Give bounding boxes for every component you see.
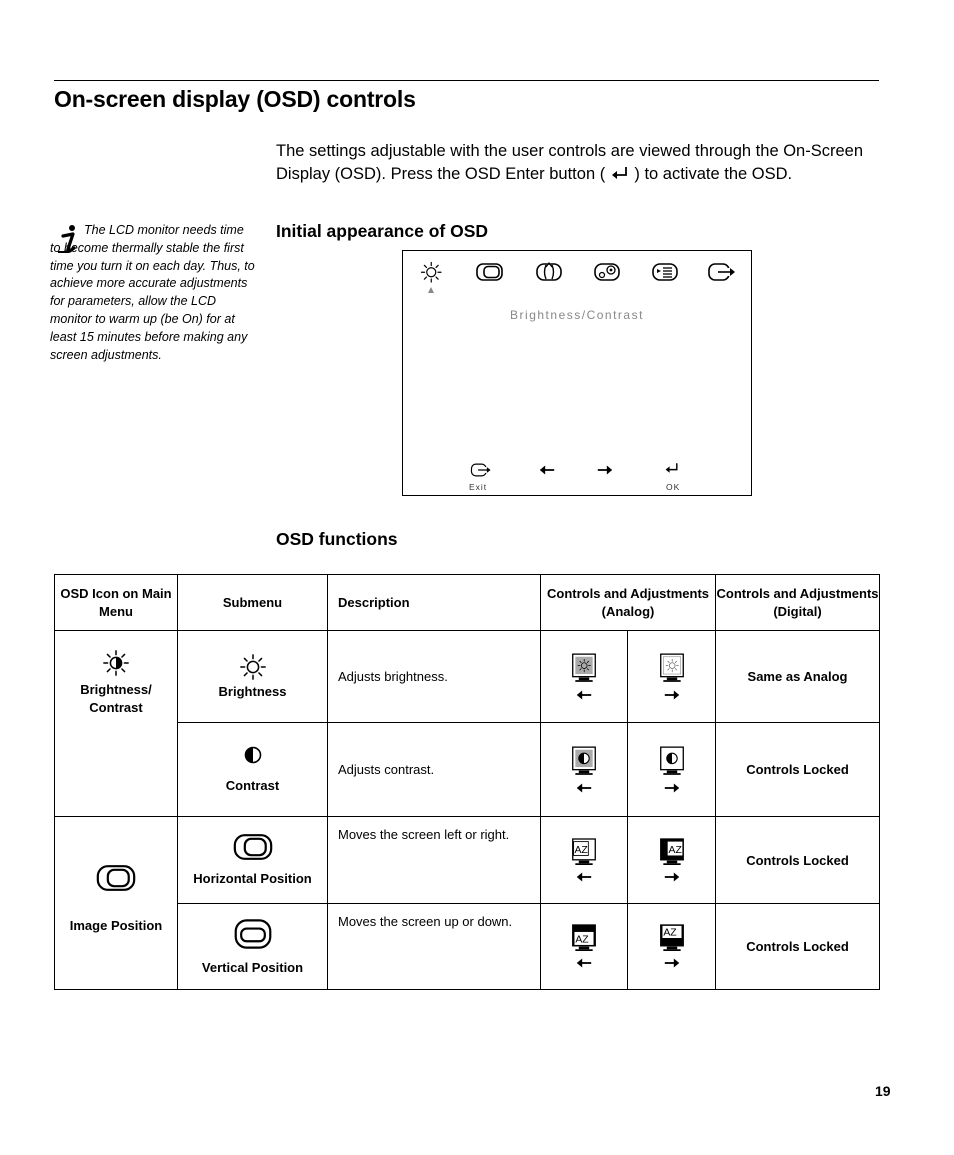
digital-vertical-position: Controls Locked	[716, 904, 880, 990]
main-label-brightness-contrast: Brightness/ Contrast	[80, 682, 152, 715]
analog-decrease-brightness	[541, 631, 628, 723]
monitor-glyph-text: AZ	[662, 927, 677, 939]
enter-nav-icon[interactable]	[664, 459, 680, 477]
analog-decrease-vertical	[541, 904, 628, 990]
submenu-cell-brightness	[178, 631, 328, 723]
image-properties-icon[interactable]	[592, 261, 622, 283]
top-rule	[54, 80, 879, 81]
table-header-row	[55, 575, 880, 631]
vertical-position-icon	[233, 917, 273, 951]
arrow-left-icon	[575, 870, 593, 884]
arrow-right-icon	[663, 870, 681, 884]
arrow-right-icon	[663, 781, 681, 795]
submenu-cell-contrast	[178, 723, 328, 817]
exit-icon[interactable]	[707, 261, 737, 283]
monitor-bright-icon	[659, 652, 685, 684]
arrow-left-icon	[575, 688, 593, 702]
arrow-right-icon	[663, 956, 681, 970]
monitor-high-contrast-icon	[659, 745, 685, 777]
ok-nav-label: OK	[666, 482, 681, 492]
digital-contrast: Controls Locked	[716, 723, 880, 817]
selected-marker-icon	[428, 287, 434, 293]
arrow-right-icon	[663, 688, 681, 702]
table-row	[55, 904, 880, 990]
horizontal-position-icon	[233, 832, 273, 862]
header-submenu: Submenu	[178, 575, 328, 631]
exit-nav-label: Exit	[469, 482, 488, 492]
arrow-left-icon	[575, 781, 593, 795]
analog-increase-horizontal	[628, 817, 716, 904]
description-brightness: Adjusts brightness.	[328, 631, 541, 723]
page-number: 19	[875, 1083, 891, 1099]
intro-text-start: The settings adjustable with the user controls are viewed through the On-Screen Display (OSD). Press the OSD Enter button (	[276, 142, 863, 183]
analog-decrease-horizontal	[541, 817, 628, 904]
header-description: Description	[328, 575, 541, 631]
monitor-shift-left-icon	[571, 837, 597, 867]
digital-horizontal-position: Controls Locked	[716, 817, 880, 904]
monitor-glyph-text: AZ	[575, 934, 589, 946]
submenu-label-contrast: Contrast	[225, 777, 280, 793]
submenu-cell-horizontal-position	[178, 817, 328, 904]
intro-text-end: ) to activate the OSD.	[629, 165, 793, 183]
description-horizontal-position: Moves the screen left or right.	[328, 817, 541, 904]
submenu-cell-vertical-position	[178, 904, 328, 990]
enter-icon	[610, 165, 630, 181]
description-contrast: Adjusts contrast.	[328, 723, 541, 817]
header-digital: Controls and Adjustments (Digital)	[716, 575, 880, 631]
submenu-label-vertical-position: Vertical Position	[201, 959, 304, 975]
analog-decrease-contrast	[541, 723, 628, 817]
exit-nav-icon[interactable]	[470, 461, 492, 479]
main-icon-cell-image-position	[55, 817, 178, 990]
sun-icon	[239, 653, 267, 681]
analog-increase-contrast	[628, 723, 716, 817]
digital-brightness: Same as Analog	[716, 631, 880, 723]
arrow-left-icon[interactable]	[538, 461, 556, 479]
submenu-label-horizontal-position: Horizontal Position	[193, 871, 312, 886]
header-analog: Controls and Adjustments (Analog)	[541, 575, 716, 631]
note-text: The LCD monitor needs time to become thermally stable the first time you turn it on each day. Thus, to achieve more accurate adjustments for parameters, allow the LCD monitor to warm up (be On) for at least 15 minutes before making any screen adjustments.	[50, 223, 255, 362]
arrow-left-icon	[575, 956, 593, 970]
initial-appearance-heading: Initial appearance of OSD	[276, 221, 488, 241]
main-label-image-position: Image Position	[69, 918, 163, 933]
osd-functions-heading: OSD functions	[276, 529, 398, 549]
table-row	[55, 817, 880, 904]
analog-increase-brightness	[628, 631, 716, 723]
monitor-shift-up-icon	[659, 923, 685, 953]
osd-functions-table	[54, 574, 880, 990]
analog-increase-vertical	[628, 904, 716, 990]
monitor-glyph-text: AZ	[668, 844, 682, 856]
brightness-contrast-icon	[102, 649, 130, 677]
image-setup-icon[interactable]	[534, 261, 564, 283]
osd-screen	[402, 250, 752, 496]
monitor-dim-icon	[571, 652, 597, 684]
intro-paragraph	[276, 140, 866, 186]
page-title: On-screen display (OSD) controls	[54, 86, 416, 112]
osd-caption: Brightness/Contrast	[510, 308, 644, 322]
image-position-icon[interactable]	[475, 261, 505, 283]
table-row	[55, 723, 880, 817]
options-icon[interactable]	[650, 261, 680, 283]
sun-icon[interactable]	[416, 261, 446, 283]
monitor-shift-down-icon	[571, 923, 597, 953]
arrow-right-icon[interactable]	[596, 461, 614, 479]
monitor-glyph-text: AZ	[574, 844, 588, 856]
monitor-low-contrast-icon	[571, 745, 597, 777]
submenu-label-brightness: Brightness	[218, 683, 287, 699]
description-vertical-position: Moves the screen up or down.	[328, 904, 541, 990]
header-osd-icon: OSD Icon on Main Menu	[55, 575, 178, 631]
contrast-icon	[243, 745, 263, 765]
monitor-shift-right-icon	[659, 837, 685, 867]
table-row	[55, 631, 880, 723]
main-icon-cell-brightness	[55, 631, 178, 817]
image-position-icon	[96, 863, 136, 893]
